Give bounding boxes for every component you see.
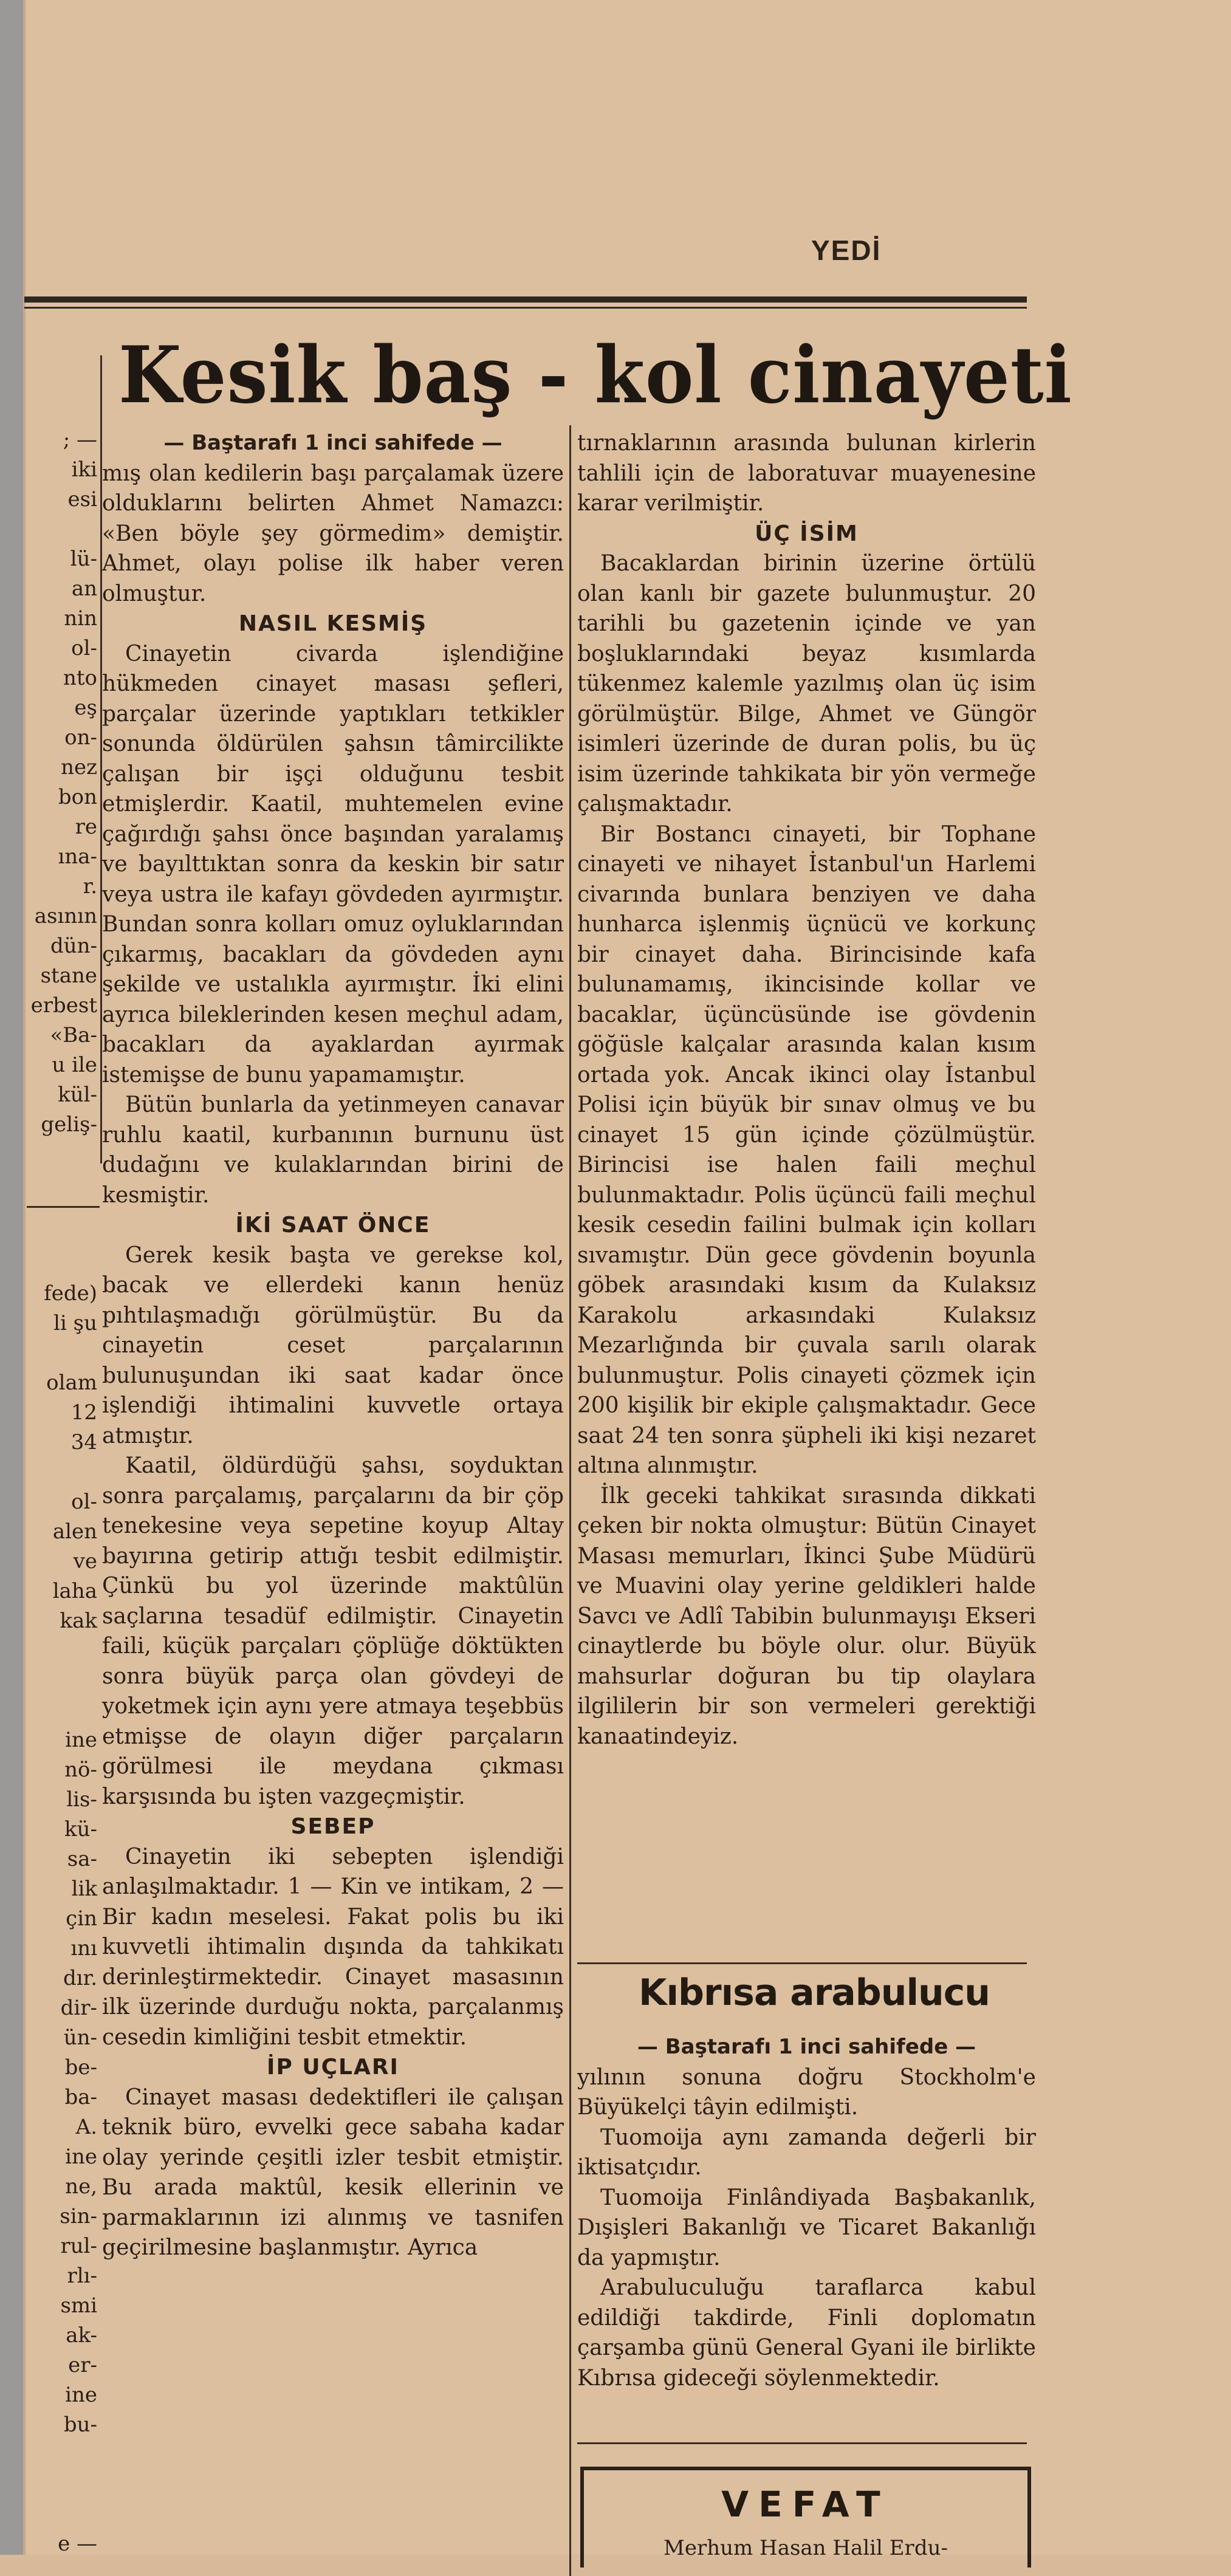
subheading: İKİ SAAT ÖNCE <box>235 1213 431 1238</box>
column-divider <box>569 425 571 2576</box>
fragment-line: A. <box>75 2115 97 2139</box>
fragment-line: sin- <box>60 2204 97 2228</box>
paragraph: Bacaklardan birinin üzerine örtülü olan kanlı bir gazete bulunmuştur. 20 tarihli bu gazetenin içinde ve yan boşluklarındaki beyaz kısımlarda tükenmez kalemle yazılmış olan üç isim görülmüştür. Bilge, Ahmet ve Güngör isimleri üzerinde de duran polis, bu üç isim üzerinde tahkikata bir yön vermeğe çalışmaktadır. <box>577 551 1036 817</box>
article-column-2 <box>577 428 1036 1752</box>
fragment-line: sa- <box>67 1847 97 1871</box>
header-rule-thin <box>24 307 1027 309</box>
subheading: SEBEP <box>290 1814 375 1839</box>
fragment-line: ine <box>65 2145 97 2169</box>
subheading: NASIL KESMİŞ <box>238 611 428 636</box>
paragraph: tırnaklarının arasında bulunan kirlerin tahlili için de laboratuvar muayenesine karar verilmiştir. <box>577 431 1036 516</box>
fragment-line: ol- <box>71 636 97 660</box>
fragment-line: ak- <box>66 2323 97 2348</box>
paragraph: Bütün bunlarla da yetinmeyen canavar ruhlu kaatil, kurbanının burnunu üst dudağını ve kulaklarından birini de kesmiştir. <box>102 1092 564 1208</box>
fragment-line: kü- <box>64 1817 97 1841</box>
fragment-line: rlı- <box>67 2264 97 2288</box>
fragment-line: iki <box>71 457 97 482</box>
fragment-line: ün- <box>63 2026 97 2050</box>
vefat-notice <box>580 2467 1031 2567</box>
vefat-title: VEFAT <box>721 2484 890 2525</box>
fragment-line: ını <box>70 1936 97 1961</box>
fragment-line <box>27 1666 100 1696</box>
fragment-line: ine <box>65 2383 97 2407</box>
subheading: İP UÇLARI <box>267 2055 399 2080</box>
fragment-line: olam <box>46 1371 97 1395</box>
fragment-line: 34 <box>70 1430 97 1454</box>
paragraph: Cinayet masası dedektifleri ile çalışan teknik büro, evvelki gece sabaha kadar olay yerinde çeşitli izler tesbit etmiştir. Bu arada maktûl, kesik ellerinin ve parmaklarının izi alınmış ve tasnifen geçirilmesine başlanmıştır. Ayrıca <box>102 2084 564 2260</box>
fragment-line: bu- <box>63 2413 97 2437</box>
fragment-line <box>27 1636 100 1666</box>
fragment-line: dün- <box>50 934 97 958</box>
adjacent-column-fragment-bottom <box>27 1279 100 2559</box>
fragment-line: r. <box>83 874 97 899</box>
fragment-line: esi <box>67 487 97 512</box>
paragraph: Tuomoija aynı zamanda değerli bir iktisatçıdır. <box>577 2125 1036 2180</box>
kibris-article-column <box>577 2032 1036 2393</box>
header-rule <box>24 296 1027 303</box>
fragment-line: dir- <box>60 1996 97 2020</box>
fragment-line: an <box>71 577 97 601</box>
page-header: YEDİ <box>811 235 882 266</box>
article-column-1 <box>102 428 564 2263</box>
fragment-line: ol- <box>71 1490 97 1514</box>
fragment-line: ve <box>73 1549 97 1574</box>
paragraph: yılının sonuna doğru Stockholm'e Büyükelçi tâyin edilmişti. <box>577 2064 1036 2120</box>
paragraph: Gerek kesik başta ve gerekse kol, bacak ve ellerdeki kanın henüz pıhtılaşmadığı görülmüştür. Bu da cinayetin ceset parçalarının bulunuşundan iki saat kadar önce işlendiği ihtimalini kuvvetle ortaya atmıştır. <box>102 1242 564 1448</box>
fragment-line: çin <box>66 1906 97 1931</box>
fragment-line: nö- <box>64 1758 97 1782</box>
paragraph: Arabuluculuğu taraflarca kabul edildiği takdirde, Finli doplomatın çarşamba günü General Gyani ile birlikte Kıbrısa gideceği söylenmektedir. <box>577 2275 1036 2391</box>
fragment-line: e — <box>58 2532 97 2556</box>
fragment-line: alen <box>52 1519 97 1544</box>
fragment-line: 12 <box>70 1400 97 1425</box>
fragment-line: ba- <box>64 2085 97 2109</box>
paragraph: Bir Bostancı cinayeti, bir Tophane cinayeti ve nihayet İstanbul'un Harlemi civarında bunlara benziyen ve daha hunharca işlenmiş üçnücü ve korkunç bir cinayet daha. Birincisinde kafa bulunamamış, ikincisinde kollar ve bacaklar, üçüncüsünde ise gövdenin göğüsle kalçalar arasında kalan kısım ortada yok. Ancak ikinci olay İstanbul Polisi için büyük bir sınav olmuş ve bu cinayet 15 gün içinde çözülmüştür. Birincisi ise halen faili meçhul bulunmaktadır. Polis üçüncü faili meçhul kesik cesedin failini bulmak için kolları sıvamıştır. Dün gece gövdenin boyunla göbek arasındaki kısım da Kulaksız Karakolu arkasındaki Kulaksız Mezarlığında bir çuvala sarılı olarak bulunmuştur. Polis cinayeti çözmek için 200 kişilik bir ekiple çalışmaktadır. Gece saat 24 ten sonra şüpheli iki kişi nezaret altına alınmıştır. <box>577 821 1036 1478</box>
fragment-line: nin <box>64 606 97 631</box>
fragment-line: dır. <box>63 1966 97 1990</box>
fragment-line: rul- <box>60 2234 97 2258</box>
fragment-line: kül- <box>58 1083 97 1107</box>
scan-edge <box>0 0 23 2555</box>
fragment-line: fede) <box>44 1281 97 1306</box>
fragment-line: ; — <box>63 428 97 452</box>
fragment-line <box>27 515 100 544</box>
scan-edge-shadow <box>23 0 26 2555</box>
fragment-line <box>27 2440 100 2470</box>
fragment-line: stane <box>40 964 97 988</box>
fragment-line: lis- <box>66 1787 97 1812</box>
fragment-line <box>27 1458 100 1487</box>
fragment-line <box>27 2470 100 2499</box>
fragment-line <box>27 1338 100 1368</box>
section-rule <box>577 1962 1027 1964</box>
paragraph: Tuomoija Finlândiyada Başbakanlık, Dışişleri Bakanlığı ve Ticaret Bakanlığı da yapmıştır. <box>577 2185 1036 2270</box>
fragment-line: nez <box>61 755 97 779</box>
fragment-line: smi <box>60 2293 97 2318</box>
paragraph: mış olan kedilerin başı parçalamak üzere olduklarını belirten Ahmet Namazcı: «Ben böyle şey görmedim» demiştir. Ahmet, olayı polise ilk haber veren olmuştur. <box>102 461 564 606</box>
fragment-line: kak <box>60 1609 97 1633</box>
fragment-line: erbest <box>30 993 97 1018</box>
fragment-line <box>27 1696 100 1725</box>
vefat-text: Merhum Hasan Halil Erdu- <box>664 2536 948 2560</box>
paragraph: Kaatil, öldürdüğü şahsı, soyduktan sonra parçalamış, parçalarını da bir çöp tenekesine veya sepetine koyup Altay bayırına getirip attığı tesbit edilmiştir. Çünkü bu yol üzerinde maktûlün saçlarına tesadüf edilmiştir. Cinayetin faili, küçük parçaları çöplüğe döktükten sonra büyük parça olan gövdeyi de yoketmek için aynı yere atmaya teşebbüs etmişse de olayın diğer parçaların görülmesi ile meydana çıkması karşısında bu işten vazgeçmiştir. <box>102 1453 564 1809</box>
fragment-line: ına- <box>58 844 97 869</box>
fragment-line: lik <box>71 1877 97 1901</box>
fragment-line: on- <box>64 725 97 750</box>
adjacent-column-fragment-top <box>27 425 100 1140</box>
fragment-line: nto <box>63 666 97 690</box>
continuation-note: — Baştarafı 1 inci sahifede — <box>163 431 502 455</box>
kibris-headline: Kıbrısa arabulucu <box>638 1971 990 2014</box>
fragment-line: be- <box>64 2055 97 2080</box>
fragment-line: geliş- <box>41 1112 97 1137</box>
paragraph: Cinayetin civarda işlendiğine hükmeden cinayet masası şefleri, parçalar üzerinde yaptıkları tetkikler sonunda öldürülen şahsın tâmircilikte çalışan bir işçi olduğunu tesbit etmişlerdir. Kaatil, muhtemelen evine çağırdığı şahsı önce başından yaralamış ve bayılttıktan sonra da keskin bir satır veya ustra ile kafayı gövdeden ayırmıştır. Bundan sonra kolları omuz oyluklarından çıkarmış, bacakları da gövdeden aynı şekilde ve ustalıkla ayırmıştır. İki elini ayrıca bileklerinden kesen meçhul adam, bacakları da ayaklardan ayırmak istemişse de bunu yapamamıştır. <box>102 641 564 1088</box>
fragment-line: li şu <box>53 1311 97 1335</box>
continuation-note: — Baştarafı 1 inci sahifede — <box>637 2035 976 2059</box>
fragment-line: «Ba- <box>50 1023 97 1047</box>
fragment-line: u ile <box>52 1053 97 1077</box>
fragment-line <box>27 2499 100 2529</box>
paragraph: Cinayetin iki sebepten işlendiği anlaşılmaktadır. 1 — Kin ve intikam, 2 — Bir kadın meselesi. Fakat polis bu iki kuvvetli ihtimalin dışında da tahkikatı derinleştirmektedir. Cinayet masasının ilk üzerinde durduğu nokta, parçalanmış cesedin kimliğini tesbit etmektir. <box>102 1844 564 2050</box>
fragment-line: eş <box>74 696 97 720</box>
fragment-rule <box>27 1206 100 1208</box>
fragment-line: asının <box>34 904 97 928</box>
fragment-line: laha <box>52 1579 97 1603</box>
fragment-line: bon <box>58 785 97 809</box>
fragment-line: er- <box>68 2353 97 2377</box>
fragment-line: ne, <box>65 2174 97 2199</box>
vefat-rule <box>577 2442 1027 2444</box>
fragment-line: re <box>75 815 97 839</box>
fragment-line: lü- <box>70 547 97 571</box>
fragment-line: ine <box>65 1728 97 1752</box>
subheading: ÜÇ İSİM <box>755 521 859 546</box>
headline: Kesik baş - kol cinayeti <box>118 330 1072 421</box>
paragraph: İlk geceki tahkikat sırasında dikkati çeken bir nokta olmuştur: Bütün Cinayet Masası memurları, İkinci Şube Müdürü ve Muavini olay yerine geldikleri halde Savcı ve Adlî Tabibin bulunmayışı Ekseri cinaytlerde bu böyle olur. olur. Büyük mahsurlar doğuran bu tip olaylara ilgililerin bir son vermeleri gerektiği kanaatindeyiz. <box>577 1483 1036 1749</box>
